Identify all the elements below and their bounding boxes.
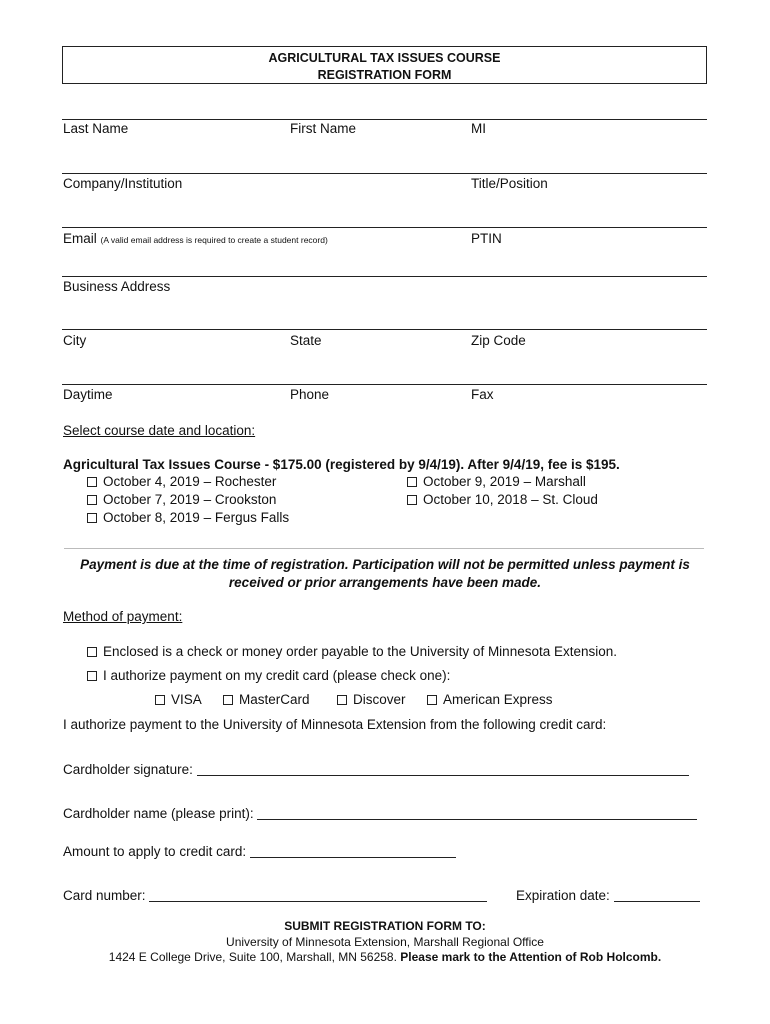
cardholder-name-label: Cardholder name (please print):: [63, 806, 254, 821]
daytime-label: Daytime: [63, 387, 113, 402]
state-label: State: [290, 333, 322, 348]
mi-label: MI: [471, 121, 486, 136]
course-option-rochester[interactable]: [87, 474, 276, 489]
office-address: 1424 E College Drive, Suite 100, Marshall, MN 56258.: [108, 950, 397, 964]
checkbox-icon[interactable]: [87, 477, 97, 487]
expiration-row: [516, 888, 700, 903]
method-of-payment-label: Method of payment:: [63, 609, 183, 624]
card-number-field[interactable]: [149, 888, 487, 902]
expiration-label: Expiration date:: [516, 888, 610, 903]
amount-field[interactable]: [250, 844, 456, 858]
title-position-label: Title/Position: [471, 176, 548, 191]
payment-option-label: Enclosed is a check or money order payable to the University of Minnesota Extension.: [103, 644, 618, 659]
authorize-statement: I authorize payment to the University of Minnesota Extension from the following credit card:: [63, 717, 607, 732]
line-name[interactable]: [62, 119, 707, 120]
card-option-mastercard[interactable]: [223, 692, 310, 707]
attention-note: Please mark to the Attention of Rob Holcomb.: [400, 950, 662, 964]
payment-notice-line-1: Payment is due at the time of registration. Participation will not be permitted unless payment is: [80, 557, 690, 572]
checkbox-icon[interactable]: [87, 671, 97, 681]
select-course-label: Select course date and location:: [63, 423, 256, 438]
checkbox-icon[interactable]: [223, 695, 233, 705]
cardholder-name-row: [63, 806, 697, 821]
form-title: [62, 46, 707, 84]
email-label: [63, 231, 328, 246]
checkbox-icon[interactable]: [407, 477, 417, 487]
course-option-label: October 7, 2019 – Crookston: [103, 492, 277, 507]
card-number-row: [63, 888, 487, 903]
card-option-label: American Express: [443, 692, 553, 707]
checkbox-icon[interactable]: [87, 647, 97, 657]
first-name-label: First Name: [290, 121, 357, 136]
office-address-line: [0, 950, 770, 964]
line-phone[interactable]: [62, 384, 707, 385]
city-label: City: [63, 333, 87, 348]
line-email[interactable]: [62, 227, 707, 228]
checkbox-icon[interactable]: [87, 495, 97, 505]
ptin-label: PTIN: [471, 231, 502, 246]
payment-notice-line-2: received or prior arrangements have been made.: [228, 575, 542, 590]
checkbox-icon[interactable]: [427, 695, 437, 705]
course-option-crookston[interactable]: [87, 492, 276, 507]
course-option-fergus-falls[interactable]: [87, 510, 289, 525]
course-option-label: October 4, 2019 – Rochester: [103, 474, 277, 489]
card-option-label: MasterCard: [239, 692, 310, 707]
cardholder-signature-label: Cardholder signature:: [63, 762, 193, 777]
expiration-field[interactable]: [614, 888, 700, 902]
card-option-label: Discover: [353, 692, 406, 707]
course-option-marshall[interactable]: [407, 474, 586, 489]
business-address-label: Business Address: [63, 279, 171, 294]
submit-heading: SUBMIT REGISTRATION FORM TO:: [284, 919, 486, 933]
payment-option-card[interactable]: [87, 668, 450, 683]
last-name-label: Last Name: [63, 121, 129, 136]
cardholder-signature-field[interactable]: [197, 762, 689, 776]
card-number-label: Card number:: [63, 888, 146, 903]
amount-label: Amount to apply to credit card:: [63, 844, 247, 859]
checkbox-icon[interactable]: [407, 495, 417, 505]
amount-row: [63, 844, 456, 859]
course-option-label: October 8, 2019 – Fergus Falls: [103, 510, 290, 525]
email-label-text: Email: [63, 231, 97, 246]
line-address[interactable]: [62, 276, 707, 277]
course-heading: Agricultural Tax Issues Course - $175.00 (registered by 9/4/19). After 9/4/19, fee is $195.: [63, 457, 620, 472]
course-option-st-cloud[interactable]: [407, 492, 598, 507]
zip-label: Zip Code: [471, 333, 526, 348]
course-option-label: October 10, 2018 – St. Cloud: [423, 492, 598, 507]
title-line-1: AGRICULTURAL TAX ISSUES COURSE: [268, 51, 501, 65]
line-city[interactable]: [62, 329, 707, 330]
card-option-discover[interactable]: [337, 692, 406, 707]
fax-label: Fax: [471, 387, 494, 402]
line-company[interactable]: [62, 173, 707, 174]
title-line-2: REGISTRATION FORM: [317, 68, 452, 82]
checkbox-icon[interactable]: [155, 695, 165, 705]
course-option-label: October 9, 2019 – Marshall: [423, 474, 586, 489]
office-name: University of Minnesota Extension, Marshall Regional Office: [226, 935, 544, 949]
email-note: (A valid email address is required to create a student record): [100, 235, 328, 245]
card-option-visa[interactable]: [155, 692, 202, 707]
checkbox-icon[interactable]: [87, 513, 97, 523]
phone-label: Phone: [290, 387, 330, 402]
card-option-amex[interactable]: [427, 692, 553, 707]
payment-option-check[interactable]: [87, 644, 617, 659]
card-option-label: VISA: [171, 692, 202, 707]
checkbox-icon[interactable]: [337, 695, 347, 705]
cardholder-name-field[interactable]: [257, 806, 697, 820]
cardholder-signature-row: [63, 762, 689, 777]
divider: [64, 548, 704, 549]
company-label: Company/Institution: [63, 176, 183, 191]
payment-option-label: I authorize payment on my credit card (please check one):: [103, 668, 451, 683]
